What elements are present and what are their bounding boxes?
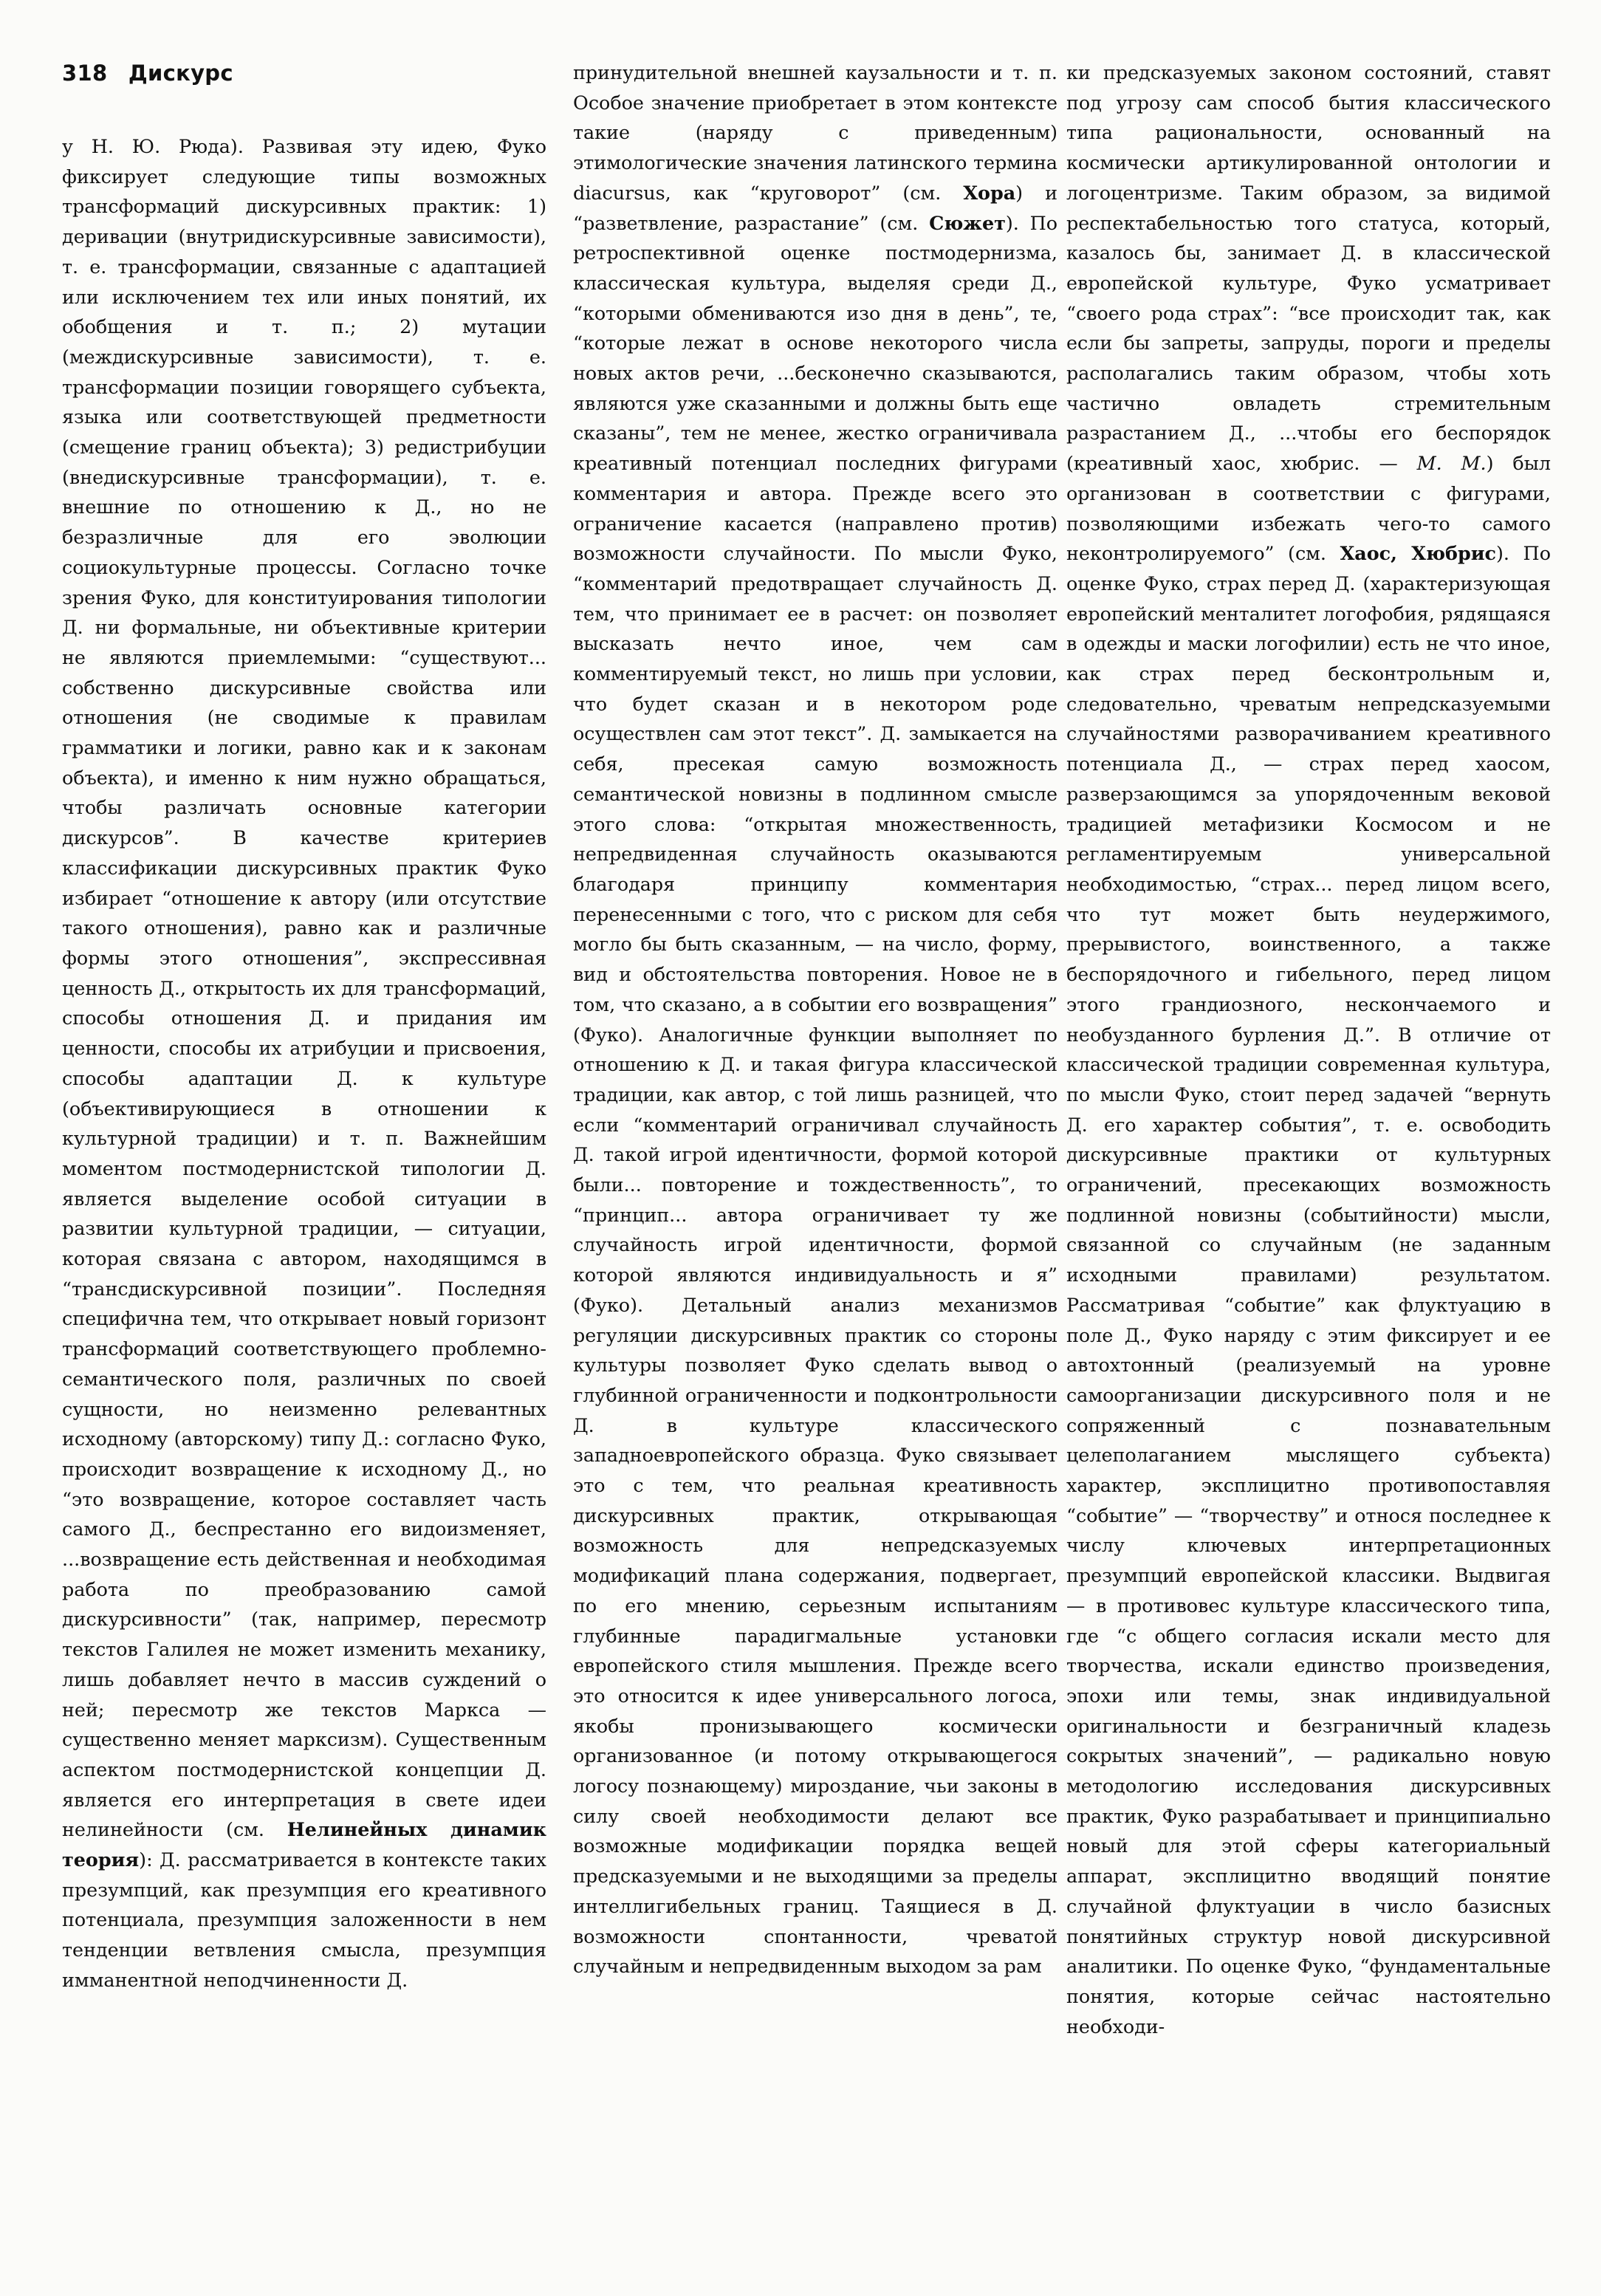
text-run: у Н. Ю. Рюда). Развивая эту идею, Фуко фиксирует следующие типы возможных трансформаций дискурсивных практик: 1) деривации (внутридискурсивные зависимости), т. е. трансформации, связанные с адаптацией или исключением тех или иных понятий, их обобщения и т. п.; 2) мутации (междискурсивные зависимости), т. е. трансформации позиции говорящего субъекта, языка или соответствующей предметности (смещение границ объекта); 3) редистрибуции (внедискурсивные трансформации), т. е. внешние по отношению к Д., но не безразличные для его эволюции социокультурные процессы. Согласно точке зрения Фуко, для конституирования типологии Д. ни формальные, ни объективные критерии не являются приемлемыми: “существуют... собственно дискурсивные свойства или отношения (не сводимые к правилам грамматики и логики, равно как и к законам объекта), и именно к ним нужно обращаться, чтобы различать основные категории дискурсов”. В качестве критериев классификации дискурсивных практик Фуко избирает “отношение к автору (или отсутствие такого отношения), равно как и различные формы этого отношения”, экспрессивная ценность Д., открытость их для трансформаций, способы отношения Д. и придания им ценности, способы их атрибуции и присвоения, способы адаптации Д. к культуре (объективирующиеся в отношении к культурной традиции) и т. п. Важнейшим моментом постмодернистской типологии Д. является выделение особой ситуации в развитии культурной традиции, — ситуации, которая связана с автором, находящимся в “трансдискурсивной позиции”. Последняя специфична тем, что открывает новый горизонт трансформаций соответствующего проблемно-семантического поля, различных по своей сущности, но неизменно релевантных исходному (авторскому) типу Д.: согласно Фуко, происходит возвращение к исходному Д., но “это возвращение, которое составляет часть самого Д., беспрестанно его видоизменяет, ...возвращение есть действенная и необходимая работа по преобразованию самой дискурсивности” (так, например, пересмотр текстов Галилея не может изменить механику, лишь добавляет нечто в массив суждений о ней; пересмотр же текстов Маркса — существенно меняет марксизм). Существенным аспектом постмодернистской концепции Д. является его интерпретация в свете идеи нелинейности (см.: [62, 135, 546, 1841]
text-run: ки предсказуемых законом состояний, ставят под угрозу сам способ бытия классического типа рациональности, основанный на космически артикулированной онтологии и логоцентризме. Таким образом, за видимой респектабельностью того статуса, который, казалось бы, занимает Д. в классической европейской культуре, Фуко усматривает “своего рода страх”: “все происходит так, как если бы запреты, запруды, пороги и пределы располагались таким образом, чтобы хоть частично овладеть стремительным разрастанием Д., ...чтобы его беспорядок (креативный хаос, хюбрис. —: [1066, 61, 1551, 475]
column-paragraph: [62, 131, 546, 1995]
text-run: ): Д. рассматривается в контексте таких презумпций, как презумпция его креативного потенциала, презумпция заложенности в нем тенденции ветвления смысла, презумпция имманентной неподчиненности Д.: [62, 1848, 546, 1991]
section-title: Дискурс: [128, 61, 233, 86]
author-initials: М. М.: [1416, 452, 1487, 475]
running-head: [62, 61, 233, 86]
text-run: принудительной внешней каузальности и т. п. Особое значение приобретает в этом контексте такие (наряду с приведенным) этимологические значения латинского термина diacursus, как “круговорот” (см.: [573, 61, 1057, 204]
text-run: ). По ретроспективной оценке постмодернизма, классическая культура, выделяя среди Д., “которыми обмениваются изо дня в день”, те, “которые лежат в основе некоторого числа новых актов речи, ...бесконечно сказываются, являются уже сказанными и должны быть еще сказаны”, тем не менее, жестко ограничивала креативный потенциал последних фигурами комментария и автора. Прежде всего это ограничение касается (направлено против) возможности случайности. По мысли Фуко, “комментарий предотвращает случайность Д. тем, что принимает ее в расчет: он позволяет высказать нечто иное, чем сам комментируемый текст, но лишь при условии, что будет сказан и в некотором роде осуществлен сам этот текст”. Д. замыкается на себя, пресекая самую возможность семантической новизны в подлинном смысле этого слова: “открытая множественность, непредвиденная случайность оказываются благодаря принципу комментария перенесенными с того, что с риском для себя могло бы быть сказанным, — на число, форму, вид и обстоятельства повторения. Новое не в том, что сказано, а в событии его возвращения” (Фуко). Аналогичные функции выполняет по отношению к Д. и такая фигура классической традиции, как автор, с той лишь разницей, что если “комментарий ограничивал случайность Д. такой игрой идентичности, формой которой были... повторение и тождественность”, то “принцип... автора ограничивает ту же случайность игрой идентичности, формой которой являются индивидуальность и я” (Фуко). Детальный анализ механизмов регуляции дискурсивных практик со стороны культуры позволяет Фуко сделать вывод о глубинной ограниченности и подконтрольности Д. в культуре классического западноевропейского образца. Фуко связывает это с тем, что реальная креативность дискурсивных практик, открывающая возможность для непредсказуемых модификаций плана содержания, подвергает, по его мнению, серьезным испытаниям глубинные парадигмальные установки европейского стиля мышления. Прежде всего это относится к идее универсального логоса, якобы пронизывающего космически организованное (и потому открывающегося логосу познающему) мироздание, чьи законы в силу своей необходимости делают все возможные модификации порядка вещей предсказуемыми и не выходящими за пределы интеллигибельных границ. Таящиеся в Д. возможности спонтанности, чреватой случайным и непредвиденным выходом за рам: [573, 211, 1057, 1978]
column-paragraph: [573, 58, 1057, 1981]
cross-reference: Сюжет: [929, 211, 1006, 234]
text-column-1: [62, 131, 546, 2273]
column-paragraph: [1066, 58, 1551, 2041]
cross-reference: Нелинейных динамик теория: [62, 1818, 546, 1871]
page-number: 318: [62, 61, 108, 86]
text-run: ) был организован в соответствии с фигурами, позволяющими избежать чего-то самого неконтролируемого” (см.: [1066, 452, 1551, 565]
text-column-3: [1066, 58, 1551, 2199]
cross-reference: Хаос, Хюбрис: [1340, 542, 1497, 565]
text-run: ). По оценке Фуко, страх перед Д. (характеризующая европейский менталитет логофобия, рядящаяся в одежды и маски логофилии) есть не что иное, как страх перед бесконтрольным и, следовательно, чреватым непредсказуемыми случайностями разворачиванием креативного потенциала Д., — страх перед хаосом, разверзающимся за упорядоченным вековой традицией метафизики Космосом и не регламентируемым универсальной необходимостью, “страх... перед лицом всего, что тут может быть неудержимого, прерывистого, воинственного, а также беспорядочного и гибельного, перед лицом этого грандиозного, нескончаемого и необузданного бурления Д.”. В отличие от классической традиции современная культура, по мысли Фуко, стоит перед задачей “вернуть Д. его характер события”, т. е. освободить дискурсивные практики от культурных ограничений, пресекающих возможность подлинной новизны (событийности) мысли, связанной со случайным (не заданным исходными правилами) результатом. Рассматривая “событие” как флуктуацию в поле Д., Фуко наряду с этим фиксирует и ее автохтонный (реализуемый на уровне самоорганизации дискурсивного поля и не сопряженный с познавательным целеполаганием мыслящего субъекта) характер, эксплицитно противопоставляя “событие” — “творчеству” и относя последнее к числу ключевых интерпретационных презумпций европейской классики. Выдвигая — в противовес культуре классического типа, где “с общего согласия искали место для творчества, искали единство произведения, эпохи или темы, знак индивидуальной оригинальности и безграничный кладезь сокрытых значений”, — радикально новую методологию исследования дискурсивных практик, Фуко разрабатывает и принципиально новый для этой сферы категориальный аппарат, эксплицитно вводящий понятие случайной флуктуации в число базисных понятийных структур новой дискурсивной аналитики. По оценке Фуко, “фундаментальные понятия, которые сейчас настоятельно необходи-: [1066, 542, 1551, 2038]
text-column-2: [573, 58, 1057, 2199]
cross-reference: Хора: [963, 181, 1016, 204]
text-run: ) и “разветвление, разрастание” (см.: [573, 181, 1057, 234]
